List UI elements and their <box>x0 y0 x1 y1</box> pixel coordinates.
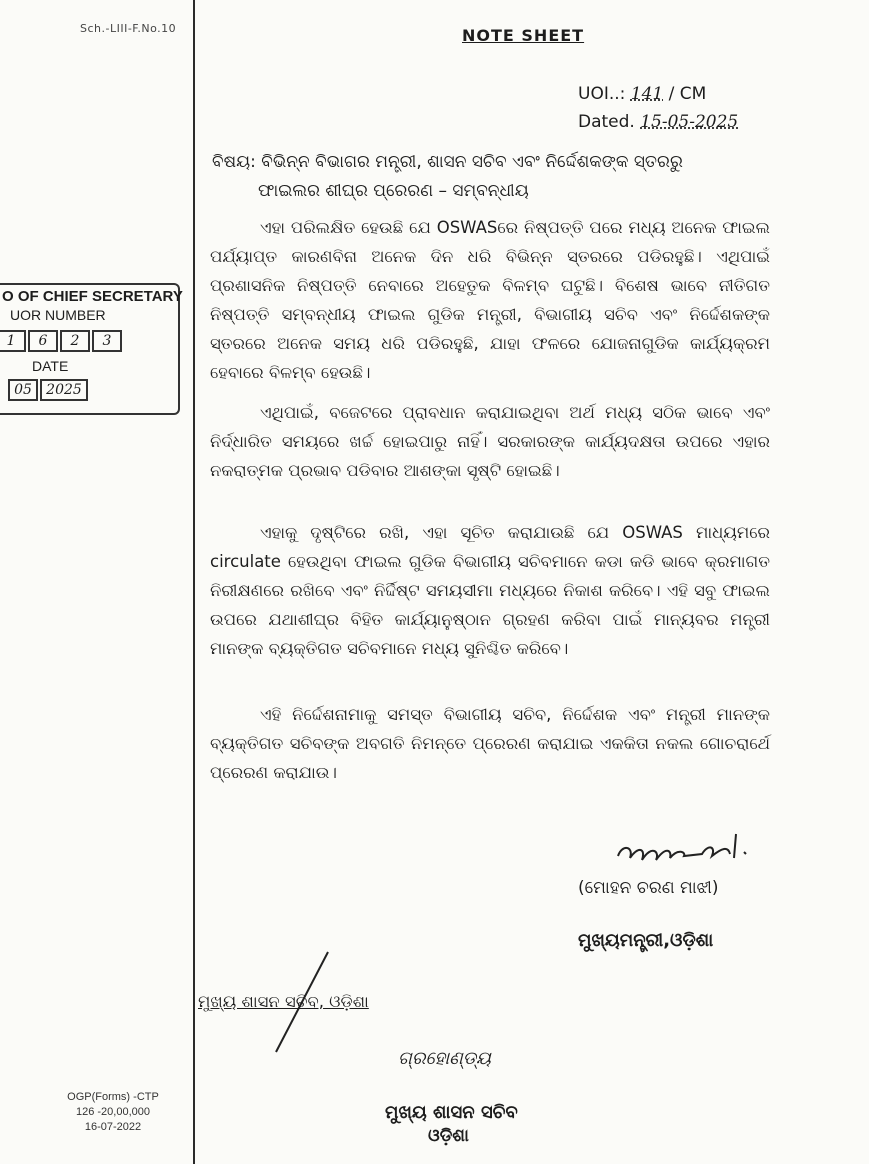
uor-digit: 3 <box>92 330 122 352</box>
paragraph <box>210 213 770 387</box>
form-number: Sch.-LIII-F.No.10 <box>80 22 177 35</box>
cs-handwritten-note: ଗ୍ରହୋଣ୍ଡ୍ୟ <box>398 1048 491 1069</box>
margin-rule <box>193 0 195 1164</box>
subject-line-2: ଫାଇଲର ଶୀଘ୍ର ପ୍ରେରଣ – ସମ୍ବନ୍ଧୀୟ <box>258 181 529 201</box>
subject <box>212 148 822 206</box>
stamp-office: O OF CHIEF SECRETARY <box>2 288 183 305</box>
paragraph-text: ଏଥିପାଇଁ, ବଜେଟରେ ପ୍ରାବଧାନ କରାଯାଇଥିବା ଅର୍ଥ ମଧ୍ୟ ସଠିକ ଭାବେ ଏବଂ ନିର୍ଦ୍ଧାରିତ ସମୟରେ ଖର୍ଚ୍ଚ ହୋଇପାରୁ ନାହିଁ। ସରକାରଙ୍କ କାର୍ଯ୍ୟଦକ୍ଷତା ଉପରେ ଏହାର ନକରାତ୍ମକ ପ୍ରଭାବ ପଡିବାର ଆଶଙ୍କା ସୃଷ୍ଟି ହୋଇଛି। <box>210 403 770 480</box>
paragraph <box>210 518 770 663</box>
uor-digit: 2 <box>60 330 90 352</box>
date-part: 2025 <box>40 379 88 401</box>
cs-stamp-state: ଓଡ଼ିଶା <box>428 1126 469 1146</box>
signature <box>612 826 762 874</box>
page-title: NOTE SHEET <box>462 26 585 45</box>
paragraph-text: ଏହା ପରିଲକ୍ଷିତ ହେଉଛି ଯେ OSWASରେ ନିଷ୍ପତ୍ତି ପରେ ମଧ୍ୟ ଅନେକ ଫାଇଲ ପର୍ଯ୍ୟାପ୍ତ କାରଣବିନା ଅନେକ ଦିନ ଧରି ବିଭିନ୍ନ ସ୍ତରରେ ପଡିରହୁଛି। ଏଥିପାଇଁ ପ୍ରଶାସନିକ ନିଷ୍ପତ୍ତି ନେବାରେ ଅହେତୁକ ବିଳମ୍ବ ଘଟୁଛି। ବିଶେଷ ଭାବେ ନୀତିଗତ ନିଷ୍ପତ୍ତି ସମ୍ବନ୍ଧୀୟ ଫାଇଲ ଗୁଡିକ ମନ୍ତ୍ରୀ, ବିଭାଗୀୟ ସଚିବ ଏବଂ ନିର୍ଦ୍ଦେଶକଙ୍କ ସ୍ତରରେ ଅନେକ ସମୟ ଧରି ପଡିରହୁଛି, ଯାହା ଫଳରେ ଯୋଜନାଗୁଡିକ କାର୍ଯ୍ୟକ୍ରମ ହେବାରେ ବିଳମ୍ବ ହେଉଛି। <box>210 218 770 382</box>
print-line: 16-07-2022 <box>84 1121 142 1133</box>
paragraph-text: ଏହି ନିର୍ଦ୍ଦେଶନାମାକୁ ସମସ୍ତ ବିଭାଗୀୟ ସଚିବ, ନିର୍ଦ୍ଦେଶକ ଏବଂ ମନ୍ତ୍ରୀ ମାନଙ୍କ ବ୍ୟକ୍ତିଗତ ସଚିବଙ୍କ ଅବଗତି ନିମନ୍ତେ ପ୍ରେରଣ କରାଯାଇ ଏକକିତା ନକଲ ଗୋଚରାର୍ଥେ ପ୍ରେରଣ କରାଯାଉ। <box>210 705 770 782</box>
uoi-suffix: / CM <box>668 84 707 104</box>
uor-digit: 1 <box>0 330 26 352</box>
stamp-uor-label: UOR NUMBER <box>10 307 106 323</box>
uoi-number: 141 <box>630 84 664 104</box>
stamp-date <box>8 379 90 401</box>
stamp-uor-number <box>0 330 124 352</box>
uoi-label: UOI..: <box>578 84 626 104</box>
paragraph-text: ଏହାକୁ ଦୃଷ୍ଟିରେ ରଖି, ଏହା ସୂଚିତ କରାଯାଉଛି ଯେ OSWAS ମାଧ୍ୟମରେ circulate ହେଉଥିବା ଫାଇଲ ଗୁଡିକ ବିଭାଗୀୟ ସଚିବମାନେ କଡା କଡି ଭାବେ କ୍ରମାଗତ ନିରୀକ୍ଷଣରେ ରଖିବେ ଏବଂ ନିର୍ଦ୍ଦିଷ୍ଟ ସମୟସୀମା ମଧ୍ୟରେ ନିକାଶ କରିବେ। ଏହି ସବୁ ଫାଇଲ ଉପରେ ଯଥାଶୀଘ୍ର ବିହିତ କାର୍ଯ୍ୟାନୁଷ୍ଠାନ ଗ୍ରହଣ କରିବା ପାଇଁ ମାନ୍ୟବର ମନ୍ତ୍ରୀ ମାନଙ୍କ ବ୍ୟକ୍ତିଗତ ସଚିବମାନେ ମଧ୍ୟ ସୁନିଶ୍ଚିତ କରିବେ। <box>210 523 770 658</box>
signatory-name: (ମୋହନ ଚରଣ ମାଝୀ) <box>578 878 719 898</box>
dated-line <box>578 112 738 132</box>
print-line: OGP(Forms) -CTP <box>67 1091 159 1103</box>
addressee: ମୁଖ୍ୟ ଶାସନ ସଚିବ, ଓଡ଼ିଶା <box>198 992 369 1011</box>
uoi-reference <box>578 84 706 104</box>
stamp-date-label: DATE <box>32 358 69 374</box>
date-part: 05 <box>8 379 38 401</box>
dated-label: Dated. <box>578 112 635 132</box>
signatory-designation: ମୁଖ୍ୟମନ୍ତ୍ରୀ,ଓଡ଼ିଶା <box>578 930 714 951</box>
paragraph <box>210 398 770 485</box>
paragraph <box>210 700 770 787</box>
receipt-stamp <box>0 283 183 415</box>
dated-value: 15-05-2025 <box>640 112 739 132</box>
cs-stamp-designation: ମୁଖ୍ୟ ଶାସନ ସଚିବ <box>385 1102 518 1123</box>
print-line: 126 -20,00,000 <box>75 1106 150 1118</box>
uor-digit: 6 <box>28 330 58 352</box>
print-info <box>52 1090 174 1135</box>
subject-line-1: ବିଷୟ: ବିଭିନ୍ନ ବିଭାଗର ମନ୍ତ୍ରୀ, ଶାସନ ସଚିବ ଏବଂ ନିର୍ଦ୍ଦେଶକଙ୍କ ସ୍ତରରୁ <box>212 152 683 172</box>
